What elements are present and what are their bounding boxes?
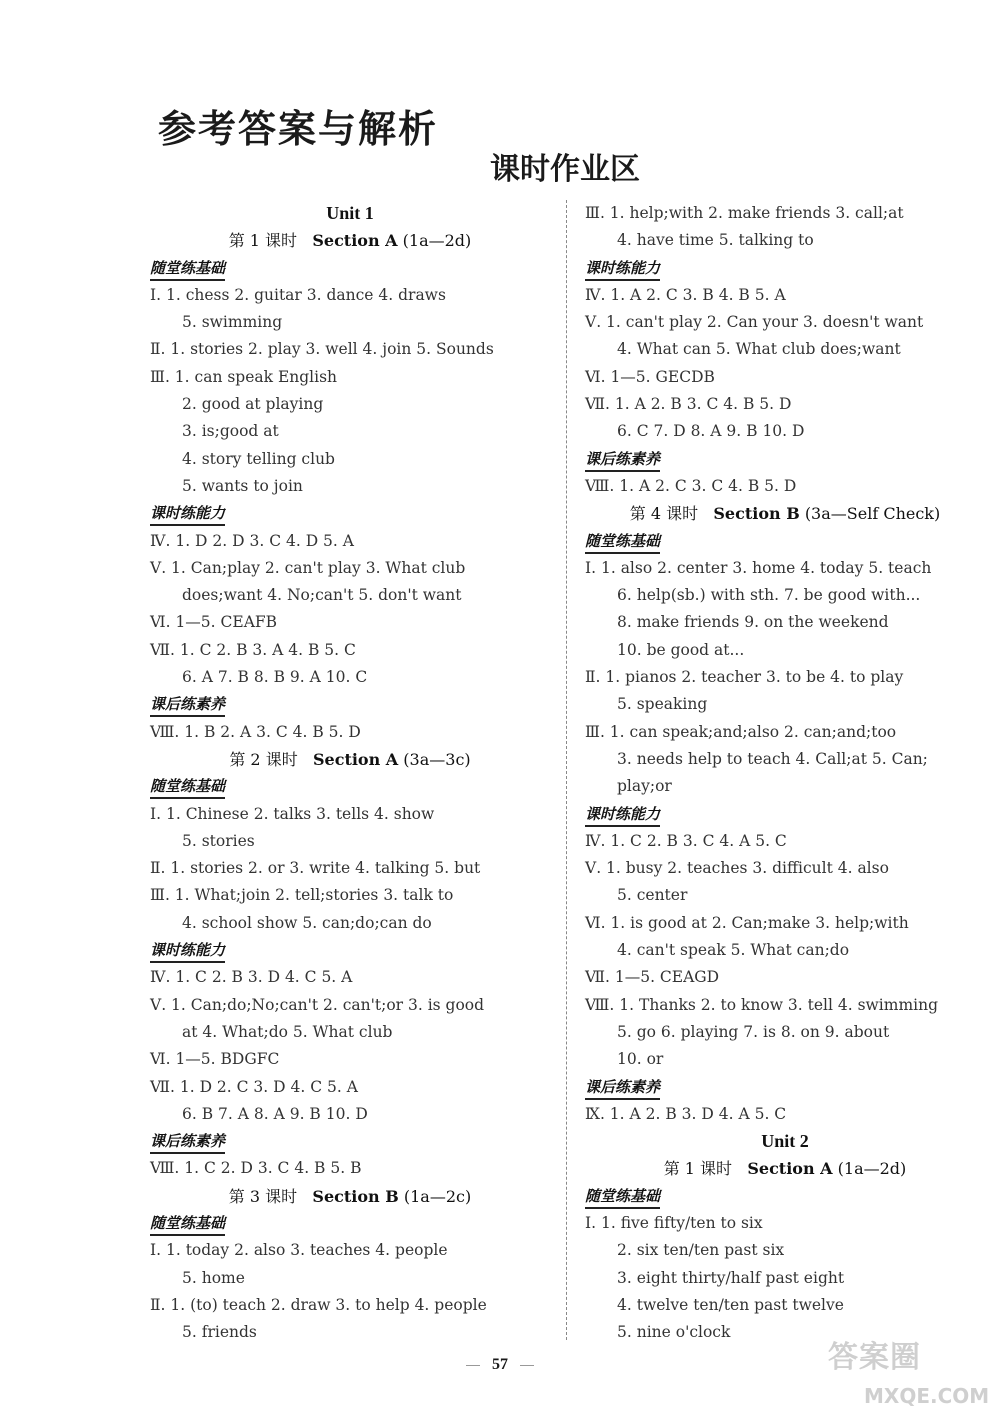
answer-line: Ⅶ. 1. A 2. B 3. C 4. B 5. D bbox=[585, 395, 792, 414]
answer-line: Ⅷ. 1. A 2. C 3. C 4. B 5. D bbox=[585, 476, 797, 495]
answer-line: 4. school show 5. can;do;can do bbox=[182, 913, 432, 932]
answer-line: Ⅴ. 1. busy 2. teaches 3. difficult 4. also bbox=[585, 859, 889, 878]
answer-line: 4. story telling club bbox=[182, 449, 335, 468]
answer-line: 4. can't speak 5. What can;do bbox=[617, 941, 850, 960]
practice-section-text: 随堂练基础 bbox=[585, 530, 660, 554]
answer-line: Ⅵ. 1—5. GECDB bbox=[585, 367, 715, 386]
practice-section-text: 随堂练基础 bbox=[150, 775, 225, 799]
answer-line: does;want 4. No;can't 5. don't want bbox=[182, 586, 462, 605]
practice-section-text: 随堂练基础 bbox=[585, 1185, 660, 1209]
column-divider bbox=[566, 200, 567, 1340]
answer-line: Ⅳ. 1. C 2. B 3. D 4. C 5. A bbox=[150, 968, 353, 987]
practice-section-text: 课后练素养 bbox=[150, 693, 225, 717]
answer-line: 10. or bbox=[617, 1050, 664, 1069]
answer-line: 6. A 7. B 8. B 9. A 10. C bbox=[182, 668, 368, 687]
answer-line: Ⅶ. 1—5. CEAGD bbox=[585, 968, 720, 987]
answer-line: Ⅳ. 1. C 2. B 3. C 4. A 5. C bbox=[585, 831, 787, 850]
answer-line: Ⅲ. 1. What;join 2. tell;stories 3. talk to bbox=[150, 886, 454, 905]
answer-line: Ⅳ. 1. A 2. C 3. B 4. B 5. A bbox=[585, 285, 786, 304]
lesson-number: 第 1 课时 bbox=[663, 1159, 733, 1179]
practice-section-label bbox=[585, 801, 985, 828]
practice-section-text: 课后练素养 bbox=[585, 448, 660, 472]
answer-line: 10. be good at... bbox=[617, 640, 745, 659]
practice-section-label bbox=[150, 255, 550, 282]
practice-section-label bbox=[150, 1210, 550, 1237]
lesson-range: (1a—2c) bbox=[403, 1186, 472, 1206]
lesson-heading bbox=[150, 227, 550, 254]
practice-section-label bbox=[150, 500, 550, 527]
practice-section-text: 课时练能力 bbox=[585, 803, 660, 827]
practice-section-text: 课时练能力 bbox=[585, 257, 660, 281]
answer-line: 5. speaking bbox=[617, 695, 708, 714]
practice-section-label bbox=[585, 1074, 985, 1101]
lesson-range: (3a—3c) bbox=[403, 749, 471, 769]
answer-line: Ⅸ. 1. A 2. B 3. D 4. A 5. C bbox=[585, 1104, 787, 1123]
answer-line: 5. nine o'clock bbox=[617, 1323, 731, 1342]
answer-line: Ⅴ. 1. can't play 2. Can your 3. doesn't want bbox=[585, 313, 924, 332]
answer-line: Ⅱ. 1. (to) teach 2. draw 3. to help 4. people bbox=[150, 1295, 487, 1314]
lesson-section: Section B bbox=[713, 504, 800, 524]
answer-line: 5. home bbox=[182, 1268, 245, 1287]
answer-line: Ⅴ. 1. Can;do;No;can't 2. can't;or 3. is good bbox=[150, 995, 485, 1014]
lesson-number: 第 1 课时 bbox=[228, 231, 298, 251]
unit-heading: Unit 1 bbox=[326, 203, 374, 223]
lesson-section: Section B bbox=[312, 1186, 399, 1206]
lesson-section: Section A bbox=[747, 1159, 833, 1179]
lesson-range: (1a—2d) bbox=[837, 1159, 907, 1179]
answer-line: 5. friends bbox=[182, 1323, 257, 1342]
practice-section-label bbox=[585, 255, 985, 282]
answer-line: Ⅷ. 1. B 2. A 3. C 4. B 5. D bbox=[150, 722, 361, 741]
left-column bbox=[150, 200, 550, 1346]
answer-line: 4. have time 5. talking to bbox=[617, 231, 814, 250]
answer-line: Ⅰ. 1. chess 2. guitar 3. dance 4. draws bbox=[150, 285, 446, 304]
lesson-heading bbox=[150, 1183, 550, 1210]
lesson-number: 第 2 课时 bbox=[229, 749, 298, 769]
practice-section-label bbox=[150, 691, 550, 718]
watermark-url: MXQE.COM bbox=[864, 1384, 990, 1408]
practice-section-label bbox=[585, 1183, 985, 1210]
answer-line: 8. make friends 9. on the weekend bbox=[617, 613, 889, 632]
practice-section-label bbox=[150, 937, 550, 964]
practice-section-text: 随堂练基础 bbox=[150, 257, 225, 281]
answer-line: Ⅰ. 1. five fifty/ten to six bbox=[585, 1213, 763, 1232]
answer-line: Ⅰ. 1. today 2. also 3. teaches 4. people bbox=[150, 1241, 448, 1260]
answer-line: Ⅲ. 1. help;with 2. make friends 3. call;at bbox=[585, 204, 904, 222]
practice-section-label bbox=[585, 528, 985, 555]
answer-line: Ⅰ. 1. Chinese 2. talks 3. tells 4. show bbox=[150, 804, 435, 823]
practice-section-text: 课时练能力 bbox=[150, 502, 225, 526]
practice-section-label bbox=[150, 773, 550, 800]
answer-line: Ⅴ. 1. Can;play 2. can't play 3. What club bbox=[150, 558, 466, 577]
answer-line: Ⅳ. 1. D 2. D 3. C 4. D 5. A bbox=[150, 531, 354, 550]
practice-section-text: 课后练素养 bbox=[150, 1130, 225, 1154]
answer-line: Ⅷ. 1. C 2. D 3. C 4. B 5. B bbox=[150, 1159, 362, 1178]
lesson-number: 第 4 课时 bbox=[629, 504, 699, 524]
answer-line: 4. twelve ten/ten past twelve bbox=[617, 1295, 844, 1314]
answer-line: at 4. What;do 5. What club bbox=[182, 1022, 393, 1041]
unit-heading: Unit 2 bbox=[761, 1131, 809, 1152]
lesson-range: (3a—Self Check) bbox=[804, 504, 941, 524]
answer-line: 3. eight thirty/half past eight bbox=[617, 1268, 845, 1287]
page-title: 参考答案与解析 bbox=[158, 107, 439, 151]
lesson-section: Section A bbox=[312, 749, 399, 769]
watermark-text: 答案圈 bbox=[828, 1340, 921, 1375]
practice-section-text: 课时练能力 bbox=[150, 939, 225, 963]
answer-line: 5. stories bbox=[182, 831, 255, 850]
answer-line: Ⅷ. 1. Thanks 2. to know 3. tell 4. swimming bbox=[585, 995, 939, 1014]
lesson-section: Section A bbox=[312, 231, 398, 251]
answer-line: 6. help(sb.) with sth. 7. be good with... bbox=[617, 586, 921, 605]
page-number: 57 bbox=[0, 1356, 1000, 1374]
answer-line: Ⅵ. 1—5. BDGFC bbox=[150, 1050, 280, 1069]
answer-line: 5. go 6. playing 7. is 8. on 9. about bbox=[617, 1022, 890, 1041]
answer-line: Ⅲ. 1. can speak English bbox=[150, 367, 338, 386]
answer-line: 6. B 7. A 8. A 9. B 10. D bbox=[182, 1104, 368, 1123]
practice-section-label bbox=[150, 1128, 550, 1155]
answer-line: Ⅶ. 1. D 2. C 3. D 4. C 5. A bbox=[150, 1077, 358, 1096]
lesson-heading bbox=[585, 500, 985, 527]
lesson-range: (1a—2d) bbox=[402, 231, 472, 251]
right-column bbox=[585, 200, 985, 1346]
answer-line: play;or bbox=[617, 777, 672, 796]
answer-line: Ⅲ. 1. can speak;and;also 2. can;and;too bbox=[585, 722, 897, 741]
answer-line: Ⅱ. 1. stories 2. or 3. write 4. talking 5. but bbox=[150, 859, 481, 878]
lesson-heading bbox=[585, 1155, 985, 1182]
answer-line: 4. What can 5. What club does;want bbox=[617, 340, 901, 359]
section-title: 课时作业区 bbox=[490, 152, 640, 187]
lesson-number: 第 3 课时 bbox=[228, 1186, 298, 1206]
lesson-heading bbox=[150, 746, 550, 773]
answer-line: 5. wants to join bbox=[182, 476, 303, 495]
answer-line: 6. C 7. D 8. A 9. B 10. D bbox=[617, 422, 805, 441]
answer-line: 5. center bbox=[617, 886, 688, 905]
answer-line: 2. good at playing bbox=[182, 395, 324, 414]
answer-line: 2. six ten/ten past six bbox=[617, 1241, 785, 1260]
practice-section-label bbox=[585, 446, 985, 473]
answer-line: Ⅰ. 1. also 2. center 3. home 4. today 5. teach bbox=[585, 558, 932, 577]
watermark-logo bbox=[828, 1332, 996, 1416]
answer-line: Ⅵ. 1—5. CEAFB bbox=[150, 613, 278, 632]
practice-section-text: 课后练素养 bbox=[585, 1076, 660, 1100]
answer-line: 5. swimming bbox=[182, 313, 283, 332]
answer-line: 3. needs help to teach 4. Call;at 5. Can; bbox=[617, 749, 928, 768]
answer-line: Ⅶ. 1. C 2. B 3. A 4. B 5. C bbox=[150, 640, 356, 659]
practice-section-text: 随堂练基础 bbox=[150, 1212, 225, 1236]
answer-line: 3. is;good at bbox=[182, 422, 279, 441]
answer-line: Ⅱ. 1. stories 2. play 3. well 4. join 5. Sounds bbox=[150, 340, 494, 359]
answer-line: Ⅵ. 1. is good at 2. Can;make 3. help;with bbox=[585, 913, 909, 932]
answer-line: Ⅱ. 1. pianos 2. teacher 3. to be 4. to play bbox=[585, 668, 904, 687]
